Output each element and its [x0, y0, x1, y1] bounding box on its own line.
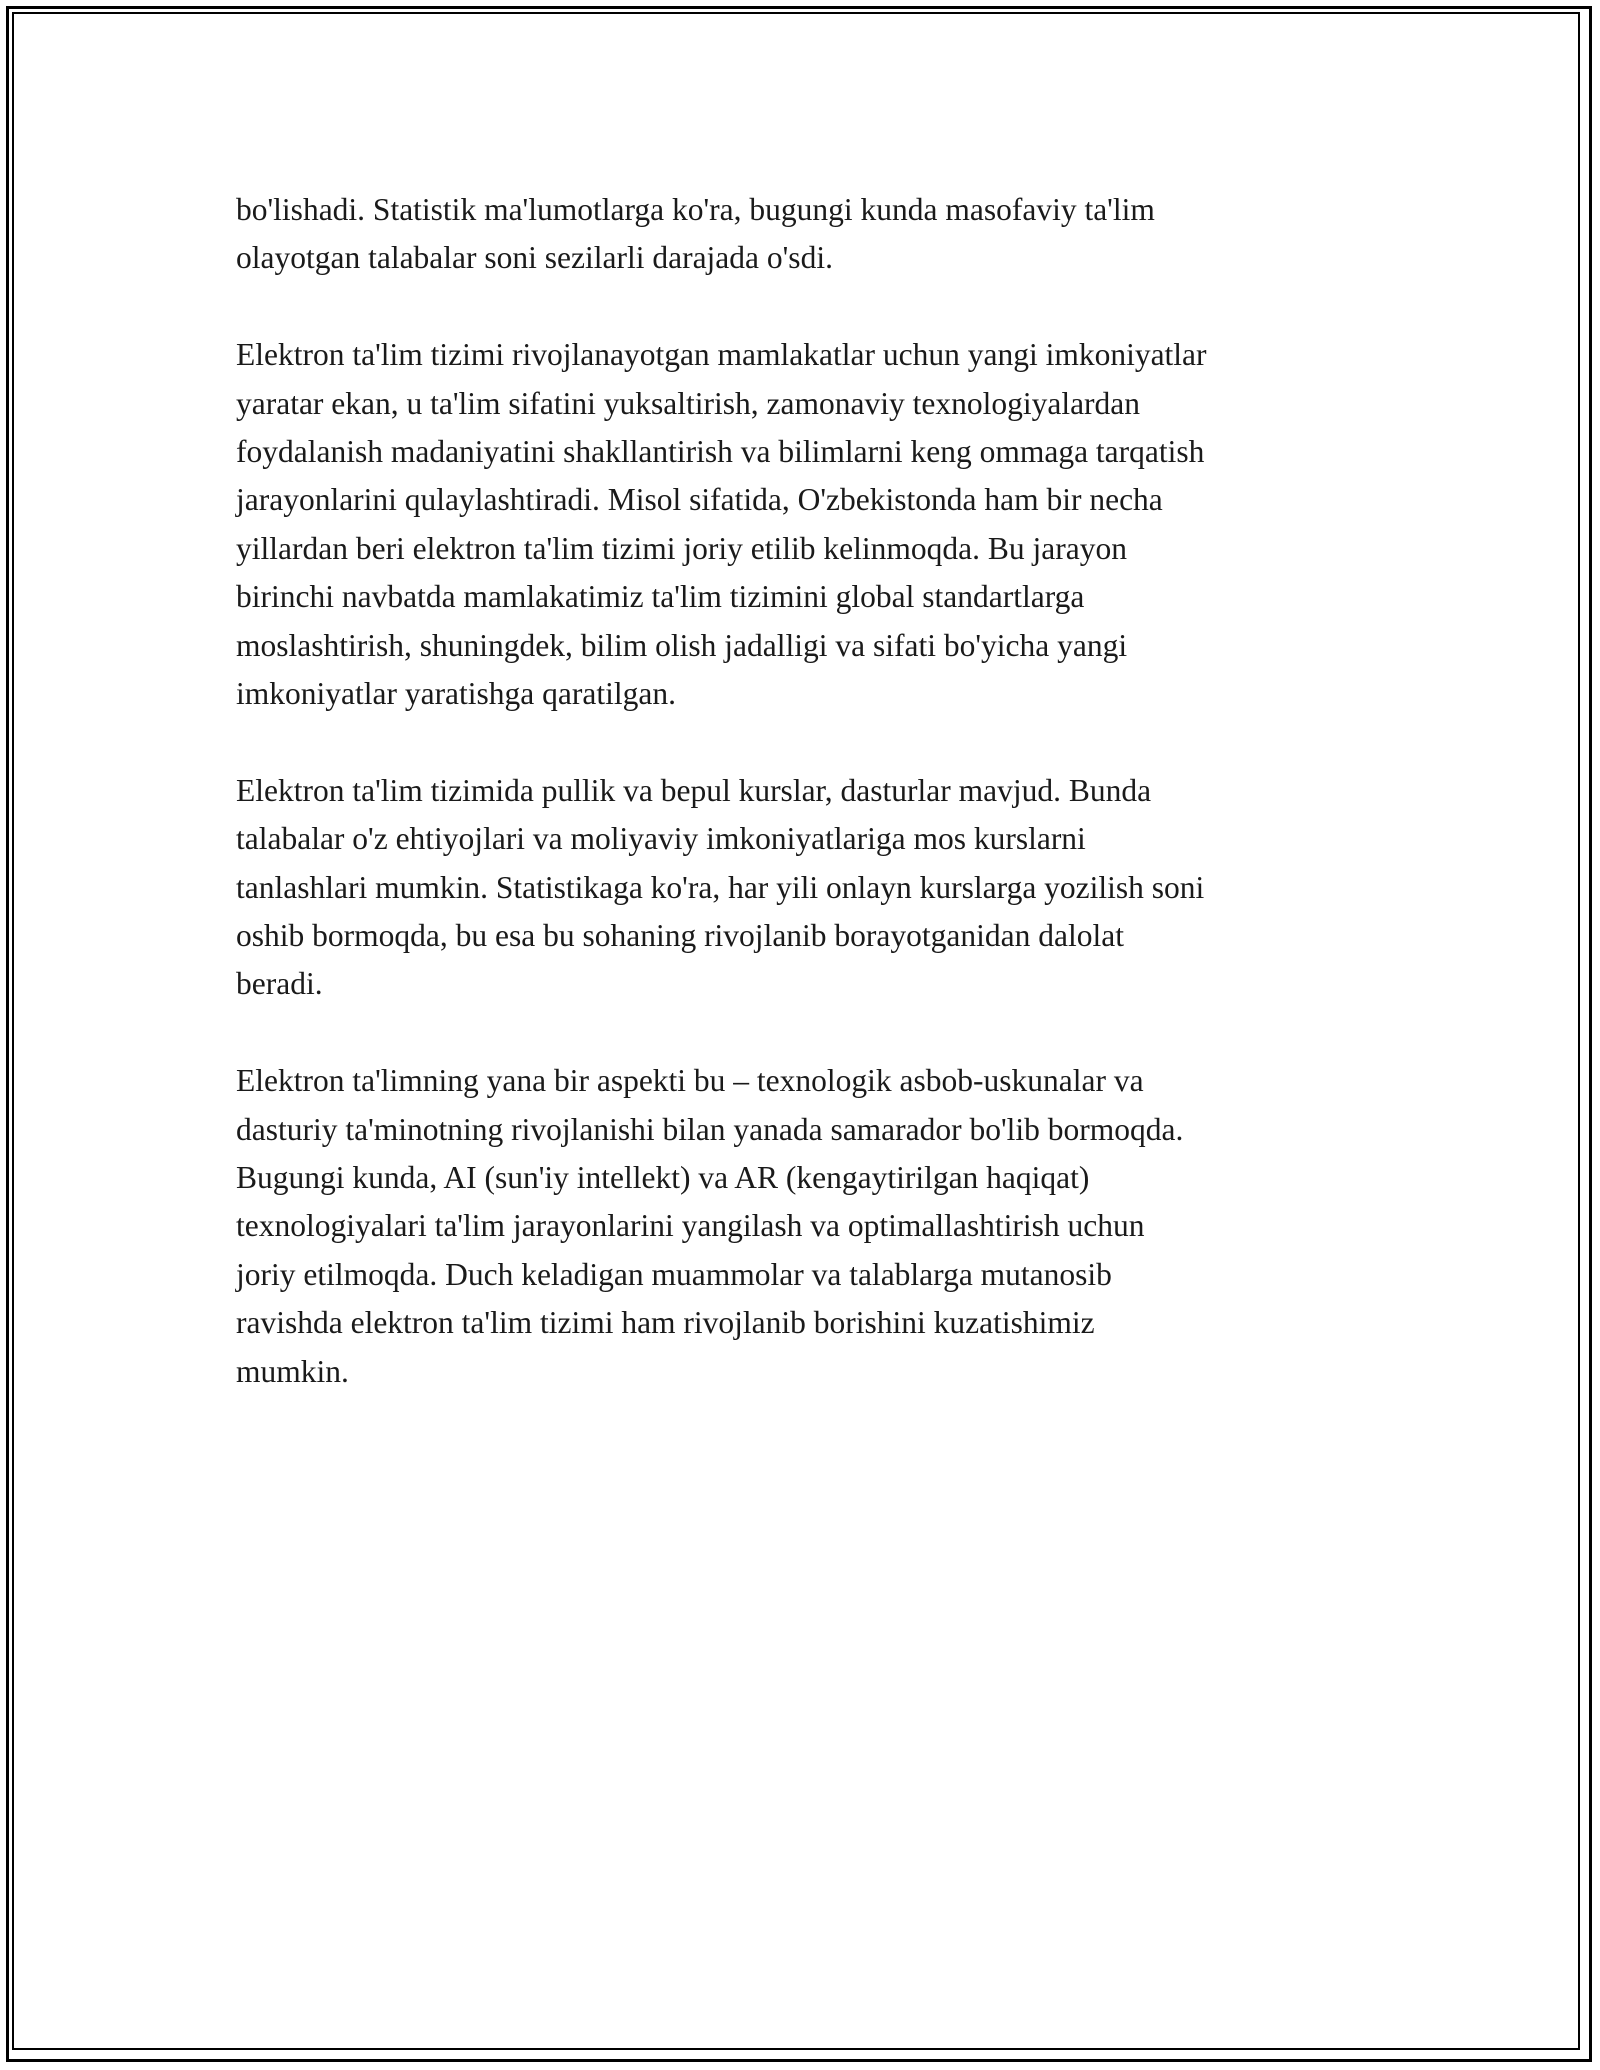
text-line: moslashtirish, shuningdek, bilim olish jadalligi va sifati bo'yicha yangi — [236, 627, 1128, 663]
text-line: Bugungi kunda, AI (sun'iy intellekt) va AR (kengaytirilgan haqiqat) — [236, 1160, 1090, 1196]
text-line: mumkin. — [236, 1353, 349, 1389]
paragraph-2 — [236, 331, 1376, 718]
text-line: Elektron ta'lim tizimida pullik va bepul kurslar, dasturlar mavjud. Bunda — [236, 772, 1152, 808]
text-line: jarayonlarini qulaylashtiradi. Misol sifatida, O'zbekistonda ham bir necha — [236, 482, 1163, 518]
text-line: foydalanish madaniyatini shakllantirish va bilimlarni keng ommaga tarqatish — [236, 434, 1205, 470]
paragraph-3 — [236, 767, 1376, 1009]
text-line: yillardan beri elektron ta'lim tizimi joriy etilib kelinmoqda. Bu jarayon — [236, 530, 1127, 566]
document-body — [236, 186, 1376, 1445]
text-line: olayotgan talabalar soni sezilarli darajada o'sdi. — [236, 240, 833, 276]
text-line: oshib bormoqda, bu esa bu sohaning rivojlanib borayotganidan dalolat — [236, 918, 1124, 954]
text-line: tanlashlari mumkin. Statistikaga ko'ra, har yili onlayn kurslarga yozilish soni — [236, 869, 1205, 905]
text-line: Elektron ta'lim tizimi rivojlanayotgan mamlakatlar uchun yangi imkoniyatlar — [236, 337, 1207, 373]
text-line: yaratar ekan, u ta'lim sifatini yuksaltirish, zamonaviy texnologiyalardan — [236, 385, 1141, 421]
text-line: imkoniyatlar yaratishga qaratilgan. — [236, 676, 676, 712]
text-line: talabalar o'z ehtiyojlari va moliyaviy imkoniyatlariga mos kurslarni — [236, 821, 1086, 857]
text-line: birinchi navbatda mamlakatimiz ta'lim tizimini global standartlarga — [236, 579, 1085, 615]
paragraph-4 — [236, 1057, 1376, 1396]
text-line: texnologiyalari ta'lim jarayonlarini yangilash va optimallashtirish uchun — [236, 1208, 1145, 1244]
text-line: beradi. — [236, 966, 323, 1002]
paragraph-1 — [236, 186, 1376, 283]
text-line: joriy etilmoqda. Duch keladigan muammolar va talablarga mutanosib — [236, 1256, 1112, 1292]
text-line: bo'lishadi. Statistik ma'lumotlarga ko'ra, bugungi kunda masofaviy ta'lim — [236, 192, 1155, 227]
text-line: ravishda elektron ta'lim tizimi ham rivojlanib borishini kuzatishimiz — [236, 1305, 1095, 1341]
text-line: Elektron ta'limning yana bir aspekti bu – texnologik asbob-uskunalar va — [236, 1063, 1144, 1099]
text-line: dasturiy ta'minotning rivojlanishi bilan yanada samarador bo'lib bormoqda. — [236, 1111, 1184, 1147]
